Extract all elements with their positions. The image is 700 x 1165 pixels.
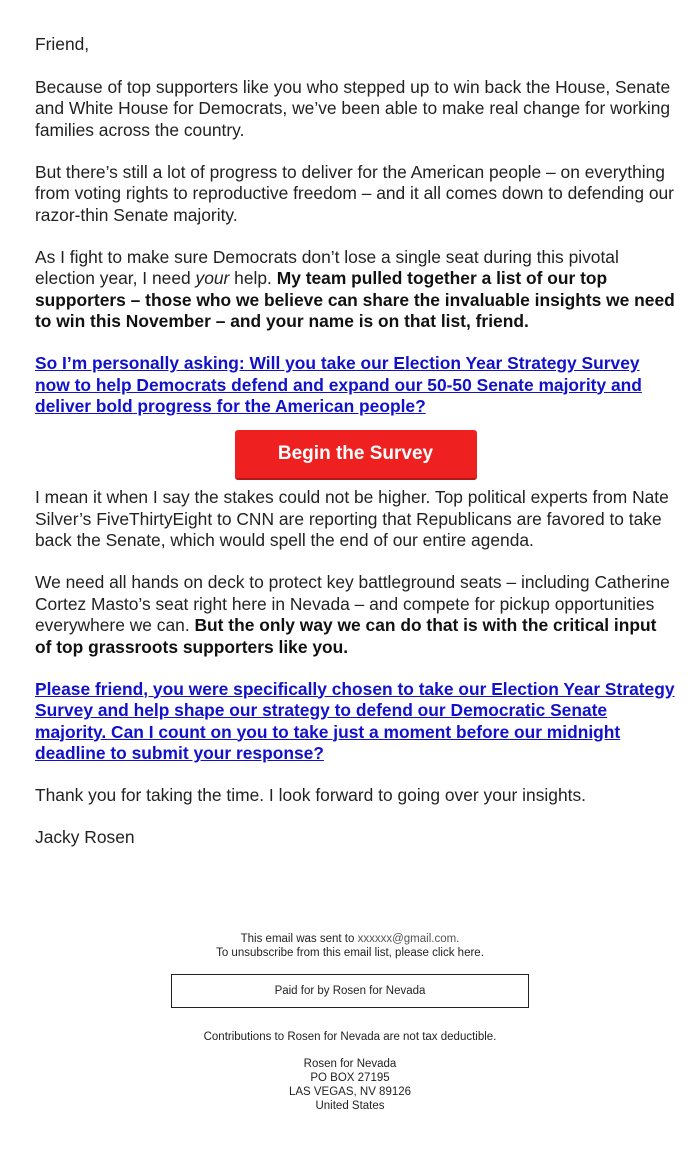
survey-link-2[interactable]: Please friend, you were specifically chosen to take our Election Year Strategy Survey and help shape our strategy to defend our Democratic Senate majority. Can I count on you to take just a moment before our midnight deadline to submit your response? <box>35 678 675 763</box>
recipient-email: xxxxxx@gmail.com. <box>357 933 460 945</box>
paragraph-3-emphasis: your <box>195 268 230 288</box>
paragraph-3-text-a: As I fight to make sure Democrats don’t lose a single seat during this pivotal election year, I need <box>35 246 619 288</box>
sent-to-line <box>0 932 700 946</box>
greeting: Friend, <box>35 34 90 54</box>
address-country: United States <box>315 1100 385 1112</box>
address-po-box: PO BOX 27195 <box>310 1072 390 1084</box>
signature: Jacky Rosen <box>35 827 135 847</box>
paragraph-3 <box>35 247 676 333</box>
paragraph-3-bold: My team pulled together a list of our top supporters – those who we believe can share the invaluable insights we need to win this November – and your name is on that list, friend. <box>35 268 675 331</box>
paid-for-text: Paid for by Rosen for Nevada <box>274 985 426 997</box>
paragraph-3-text-b: help. <box>229 268 277 288</box>
address-city: LAS VEGAS, NV 89126 <box>288 1086 412 1098</box>
survey-link-1[interactable]: So I’m personally asking: Will you take our Election Year Strategy Survey now to help Democrats defend and expand our 50-50 Senate majority and deliver bold progress for the American people? <box>35 353 642 416</box>
paragraph-5 <box>35 572 676 658</box>
survey-link-paragraph-2 <box>35 679 676 765</box>
mailing-address <box>0 1057 700 1113</box>
contributions-disclaimer: Contributions to Rosen for Nevada are not tax deductible. <box>203 1031 497 1043</box>
paragraph-4: I mean it when I say the stakes could not be higher. Top political experts from Nate Silver’s FiveThirtyEight to CNN are reporting that Republicans are favored to take back the Senate, which would spell the end of our entire agenda. <box>35 487 669 550</box>
unsubscribe-link[interactable]: To unsubscribe from this email list, please click here. <box>216 947 484 959</box>
paid-for-box <box>171 974 529 1008</box>
cta-container <box>35 430 676 480</box>
begin-survey-button[interactable]: Begin the Survey <box>235 430 477 480</box>
paragraph-5-bold: But the only way we can do that is with the critical input of top grassroots supporters like you. <box>35 615 657 657</box>
paragraph-6: Thank you for taking the time. I look forward to going over your insights. <box>35 785 586 805</box>
sent-to-prefix: This email was sent to <box>240 933 358 945</box>
address-org: Rosen for Nevada <box>303 1058 397 1070</box>
email-footer <box>0 932 700 1113</box>
paragraph-5-text: We need all hands on deck to protect key battleground seats – including Catherine Cortez Masto’s seat right here in Nevada – and compete for pickup opportunities everywhere we can. <box>35 572 670 635</box>
paragraph-1: Because of top supporters like you who stepped up to win back the House, Senate and White House for Democrats, we’ve been able to make real change for working families across the country. <box>35 76 671 140</box>
paragraph-2: But there’s still a lot of progress to deliver for the American people – on everything from voting rights to reproductive freedom – and it all comes down to defending our razor-thin Senate majority. <box>35 161 674 225</box>
survey-link-paragraph-1 <box>35 353 676 418</box>
